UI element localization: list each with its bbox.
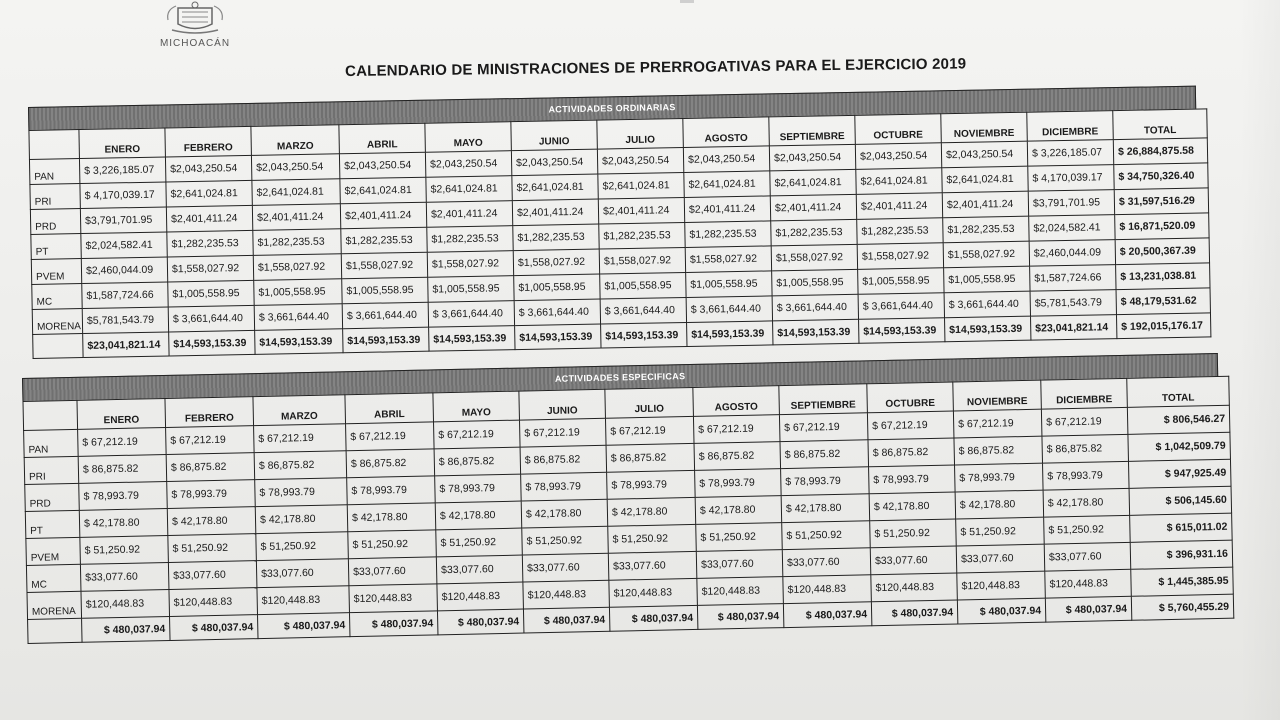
amount-cell: $1,282,235.53 — [427, 226, 513, 253]
amount-cell: $2,043,250.54 — [339, 152, 425, 179]
amount-cell: $ 42,178.80 — [435, 501, 522, 530]
ordinarias-section — [28, 86, 1204, 359]
especificas-section — [22, 353, 1230, 644]
column-header: ENERO — [79, 128, 166, 159]
totals-label — [33, 334, 83, 359]
amount-cell: $33,077.60 — [608, 551, 697, 580]
amount-cell: $1,282,235.53 — [857, 218, 943, 245]
ordinarias-heading: ACTIVIDADES ORDINARIAS — [28, 86, 1196, 130]
amount-cell: $2,401,411.24 — [942, 191, 1028, 218]
row-total: $ 806,546.27 — [1127, 405, 1230, 434]
column-header: TOTAL — [1127, 376, 1230, 407]
amount-cell: $ 67,212.19 — [346, 422, 435, 451]
amount-cell: $ 51,250.92 — [436, 528, 523, 557]
row-total: $ 396,931.16 — [1130, 540, 1233, 569]
amount-cell: $120,448.83 — [437, 582, 524, 611]
party-name: PAN — [24, 429, 79, 457]
month-total: $ 480,037.94 — [82, 616, 170, 642]
amount-cell: $33,077.60 — [1044, 542, 1131, 571]
column-header: MAYO — [433, 391, 520, 422]
amount-cell: $33,077.60 — [870, 546, 957, 575]
column-header: DICIEMBRE — [1041, 378, 1128, 409]
row-total: $ 1,042,509.79 — [1128, 432, 1231, 461]
amount-cell: $1,282,235.53 — [685, 221, 771, 248]
amount-cell: $120,448.83 — [81, 589, 170, 618]
amount-cell: $ 51,250.92 — [870, 519, 957, 548]
column-header: NOVIEMBRE — [953, 380, 1042, 411]
column-header: NOVIEMBRE — [941, 112, 1028, 143]
month-total: $ 480,037.94 — [258, 613, 350, 639]
amount-cell: $ 51,250.92 — [80, 535, 169, 564]
amount-cell: $2,401,411.24 — [426, 201, 512, 228]
column-header: DICIEMBRE — [1027, 111, 1114, 142]
amount-cell: $1,558,027.92 — [685, 246, 771, 273]
amount-cell: $1,587,724.66 — [82, 282, 168, 309]
amount-cell: $1,558,027.92 — [341, 252, 427, 279]
amount-cell: $ 86,875.82 — [254, 451, 347, 480]
amount-cell: $ 86,875.82 — [520, 445, 607, 474]
amount-cell: $2,401,411.24 — [770, 194, 856, 221]
totals-label — [28, 618, 82, 643]
amount-cell: $1,005,558.95 — [600, 272, 686, 299]
amount-cell: $ 42,178.80 — [347, 503, 436, 532]
month-total: $14,593,153.39 — [601, 322, 687, 348]
amount-cell: $33,077.60 — [256, 559, 349, 588]
amount-cell: $2,641,024.81 — [252, 179, 340, 206]
amount-cell: $ 4,170,039.17 — [80, 182, 166, 209]
column-header: SEPTIEMBRE — [779, 384, 868, 415]
month-total: $14,593,153.39 — [945, 316, 1031, 342]
amount-cell: $120,448.83 — [957, 571, 1046, 600]
amount-cell: $ 67,212.19 — [519, 418, 606, 447]
amount-cell: $2,401,411.24 — [340, 202, 426, 229]
amount-cell: $1,558,027.92 — [513, 249, 599, 276]
column-header: FEBRERO — [165, 126, 252, 157]
amount-cell: $2,641,024.81 — [942, 166, 1028, 193]
amount-cell: $1,005,558.95 — [514, 274, 600, 301]
amount-cell: $2,043,250.54 — [597, 147, 683, 174]
month-total: $14,593,153.39 — [255, 329, 343, 355]
amount-cell: $1,005,558.95 — [168, 280, 254, 307]
amount-cell: $2,401,411.24 — [684, 196, 770, 223]
amount-cell: $1,282,235.53 — [341, 227, 427, 254]
amount-cell: $ 51,250.92 — [696, 523, 783, 552]
party-name: PT — [25, 510, 80, 538]
column-header: TOTAL — [1113, 109, 1208, 140]
amount-cell: $33,077.60 — [782, 548, 871, 577]
amount-cell: $ 42,178.80 — [521, 499, 608, 528]
amount-cell: $2,460,044.09 — [1029, 240, 1115, 267]
column-header: ABRIL — [339, 123, 426, 154]
amount-cell: $120,448.83 — [697, 577, 784, 606]
amount-cell: $ 51,250.92 — [608, 524, 697, 553]
amount-cell: $33,077.60 — [80, 562, 169, 591]
amount-cell: $ 78,993.79 — [347, 476, 436, 505]
month-total: $23,041,821.14 — [83, 332, 169, 358]
amount-cell: $2,043,250.54 — [855, 143, 941, 170]
month-total: $ 480,037.94 — [957, 598, 1045, 624]
amount-cell: $ 86,875.82 — [1042, 434, 1129, 463]
amount-cell: $ 78,993.79 — [435, 474, 522, 503]
row-total: $ 26,884,875.58 — [1113, 138, 1207, 165]
party-name: PRD — [25, 483, 80, 511]
coat-of-arms-icon — [162, 0, 228, 36]
column-header: AGOSTO — [683, 117, 770, 148]
row-total: $ 13,231,038.81 — [1116, 263, 1210, 290]
amount-cell: $ 4,170,039.17 — [1028, 165, 1114, 192]
ordinarias-table — [28, 108, 1211, 359]
month-total: $14,593,153.39 — [687, 321, 773, 347]
amount-cell: $ 3,661,644.40 — [944, 291, 1030, 318]
amount-cell: $ 78,993.79 — [781, 467, 870, 496]
month-total: $ 480,037.94 — [609, 605, 697, 631]
amount-cell: $2,401,411.24 — [512, 199, 598, 226]
amount-cell: $ 86,875.82 — [346, 449, 435, 478]
row-total: $ 615,011.02 — [1130, 513, 1233, 542]
amount-cell: $1,587,724.66 — [1030, 265, 1116, 292]
amount-cell: $ 86,875.82 — [868, 438, 955, 467]
column-header: MARZO — [253, 395, 346, 426]
amount-cell: $ 51,250.92 — [782, 521, 871, 550]
column-header: AGOSTO — [693, 386, 780, 417]
column-header: ENERO — [77, 399, 166, 430]
amount-cell: $ 78,993.79 — [79, 481, 168, 510]
party-name: PT — [31, 234, 81, 260]
amount-cell: $5,781,543.79 — [82, 307, 168, 334]
amount-cell: $ 3,661,644.40 — [168, 305, 254, 332]
amount-cell: $ 78,993.79 — [255, 478, 348, 507]
amount-cell: $ 3,661,644.40 — [254, 304, 342, 331]
amount-cell: $ 67,212.19 — [605, 416, 694, 445]
column-header: OCTUBRE — [867, 382, 954, 413]
amount-cell: $1,282,235.53 — [599, 222, 685, 249]
column-header: SEPTIEMBRE — [769, 115, 856, 146]
amount-cell: $ 42,178.80 — [79, 508, 168, 537]
amount-cell: $1,558,027.92 — [943, 241, 1029, 268]
amount-cell: $3,791,701.95 — [1028, 190, 1114, 217]
month-total: $14,593,153.39 — [773, 319, 859, 345]
amount-cell: $2,641,024.81 — [770, 169, 856, 196]
amount-cell: $ 86,875.82 — [78, 454, 167, 483]
amount-cell: $2,024,582.41 — [81, 232, 167, 259]
row-total: $ 506,145.60 — [1129, 486, 1232, 515]
amount-cell: $1,558,027.92 — [167, 255, 253, 282]
amount-cell: $1,558,027.92 — [599, 247, 685, 274]
amount-cell: $120,448.83 — [349, 584, 438, 613]
amount-cell: $ 3,661,644.40 — [772, 294, 858, 321]
amount-cell: $1,005,558.95 — [944, 266, 1030, 293]
month-total: $14,593,153.39 — [859, 318, 945, 344]
party-name: PVEM — [31, 259, 81, 285]
especificas-heading: ACTIVIDADES ESPECIFICAS — [22, 353, 1218, 401]
month-total: $14,593,153.39 — [169, 330, 255, 356]
header-corner — [29, 130, 80, 160]
state-seal — [150, 0, 240, 58]
month-total: $ 480,037.94 — [1045, 596, 1131, 622]
amount-cell: $2,401,411.24 — [252, 204, 340, 231]
amount-cell: $ 42,178.80 — [255, 505, 348, 534]
amount-cell: $ 42,178.80 — [869, 492, 956, 521]
amount-cell: $1,282,235.53 — [513, 224, 599, 251]
amount-cell: $ 3,661,644.40 — [514, 299, 600, 326]
amount-cell: $ 51,250.92 — [956, 517, 1045, 546]
amount-cell: $ 78,993.79 — [521, 472, 608, 501]
amount-cell: $2,043,250.54 — [769, 144, 855, 171]
amount-cell: $ 3,661,644.40 — [858, 293, 944, 320]
page-shadow — [1240, 0, 1280, 720]
party-name: PRD — [30, 209, 80, 235]
amount-cell: $33,077.60 — [956, 544, 1045, 573]
amount-cell: $ 78,993.79 — [695, 469, 782, 498]
column-header: MARZO — [251, 125, 340, 156]
amount-cell: $ 86,875.82 — [694, 442, 781, 471]
column-header: FEBRERO — [165, 397, 254, 428]
amount-cell: $ 86,875.82 — [166, 453, 255, 482]
amount-cell: $ 86,875.82 — [954, 436, 1043, 465]
amount-cell: $120,448.83 — [523, 580, 610, 609]
amount-cell: $2,043,250.54 — [941, 141, 1027, 168]
amount-cell: $120,448.83 — [169, 588, 258, 617]
amount-cell: $120,448.83 — [1045, 569, 1132, 598]
month-total: $ 480,037.94 — [697, 604, 783, 630]
party-name: PAN — [29, 159, 79, 185]
row-total: $ 20,500,367.39 — [1115, 238, 1209, 265]
amount-cell: $ 3,226,185.07 — [1027, 140, 1113, 167]
amount-cell: $2,460,044.09 — [81, 257, 167, 284]
amount-cell: $33,077.60 — [696, 550, 783, 579]
month-total: $14,593,153.39 — [429, 326, 515, 352]
amount-cell: $ 67,212.19 — [953, 409, 1042, 438]
month-total: $ 480,037.94 — [349, 611, 437, 637]
column-header: JUNIO — [519, 389, 606, 420]
amount-cell: $ 42,178.80 — [607, 497, 696, 526]
month-total: $ 5,760,455.29 — [1131, 594, 1233, 620]
party-name: MC — [32, 284, 82, 310]
amount-cell: $1,005,558.95 — [686, 271, 772, 298]
amount-cell: $ 3,226,185.07 — [79, 157, 165, 184]
amount-cell: $5,781,543.79 — [1030, 290, 1116, 317]
amount-cell: $2,043,250.54 — [683, 146, 769, 173]
amount-cell: $ 78,993.79 — [167, 480, 256, 509]
month-total: $14,593,153.39 — [343, 327, 429, 353]
amount-cell: $ 3,661,644.40 — [342, 302, 428, 329]
amount-cell: $ 42,178.80 — [781, 494, 870, 523]
amount-cell: $ 86,875.82 — [434, 447, 521, 476]
amount-cell: $33,077.60 — [436, 555, 523, 584]
row-total: $ 947,925.49 — [1128, 459, 1231, 488]
amount-cell: $ 67,212.19 — [166, 426, 255, 455]
amount-cell: $2,043,250.54 — [165, 155, 251, 182]
amount-cell: $1,558,027.92 — [427, 251, 513, 278]
amount-cell: $2,024,582.41 — [1029, 215, 1115, 242]
month-total: $ 480,037.94 — [523, 607, 609, 633]
amount-cell: $1,005,558.95 — [772, 269, 858, 296]
column-header: OCTUBRE — [855, 114, 942, 145]
header-corner — [23, 400, 78, 430]
row-total: $ 16,871,520.09 — [1115, 213, 1209, 240]
seal-label: MICHOACÁN — [159, 38, 231, 49]
amount-cell: $ 42,178.80 — [167, 507, 256, 536]
amount-cell: $120,448.83 — [257, 586, 350, 615]
amount-cell: $ 67,212.19 — [779, 413, 868, 442]
amount-cell: $120,448.83 — [783, 575, 872, 604]
amount-cell: $ 42,178.80 — [1043, 488, 1130, 517]
row-total: $ 31,597,516.29 — [1114, 188, 1208, 215]
amount-cell: $ 3,661,644.40 — [600, 297, 686, 324]
amount-cell: $ 78,993.79 — [1043, 461, 1130, 490]
amount-cell: $1,005,558.95 — [428, 276, 514, 303]
amount-cell: $2,401,411.24 — [856, 193, 942, 220]
party-name: PRI — [24, 456, 79, 484]
amount-cell: $1,558,027.92 — [253, 254, 341, 281]
month-total: $ 480,037.94 — [437, 609, 523, 635]
month-total: $ 192,015,176.17 — [1116, 313, 1210, 339]
amount-cell: $2,401,411.24 — [166, 205, 252, 232]
month-total: $14,593,153.39 — [515, 324, 601, 350]
amount-cell: $1,282,235.53 — [253, 229, 341, 256]
amount-cell: $1,558,027.92 — [857, 243, 943, 270]
party-name: MC — [26, 564, 81, 592]
amount-cell: $2,641,024.81 — [512, 174, 598, 201]
month-total: $ 480,037.94 — [871, 600, 957, 626]
amount-cell: $ 67,212.19 — [254, 424, 347, 453]
amount-cell: $2,401,411.24 — [598, 197, 684, 224]
amount-cell: $2,641,024.81 — [426, 176, 512, 203]
amount-cell: $2,641,024.81 — [684, 171, 770, 198]
amount-cell: $2,043,250.54 — [511, 149, 597, 176]
amount-cell: $ 3,661,644.40 — [686, 296, 772, 323]
amount-cell: $1,282,235.53 — [167, 230, 253, 257]
column-header: JULIO — [597, 119, 684, 150]
month-total: $ 480,037.94 — [170, 615, 258, 641]
column-header: JULIO — [605, 387, 694, 418]
party-name: PVEM — [26, 537, 81, 565]
month-total: $23,041,821.14 — [1031, 315, 1117, 341]
amount-cell: $2,043,250.54 — [425, 151, 511, 178]
amount-cell: $1,558,027.92 — [771, 244, 857, 271]
amount-cell: $3,791,701.95 — [80, 207, 166, 234]
especificas-table — [22, 376, 1234, 644]
party-name: MORENA — [27, 591, 82, 619]
amount-cell: $ 42,178.80 — [955, 490, 1044, 519]
amount-cell: $ 86,875.82 — [780, 440, 869, 469]
amount-cell: $ 67,212.19 — [78, 428, 167, 457]
amount-cell: $1,005,558.95 — [858, 268, 944, 295]
document-title: CALENDARIO DE MINISTRACIONES DE PRERROGATIVAS PARA EL EJERCICIO 2019 — [345, 55, 967, 80]
amount-cell: $1,005,558.95 — [254, 279, 342, 306]
party-name: MORENA — [32, 309, 82, 335]
amount-cell: $120,448.83 — [871, 573, 958, 602]
amount-cell: $ 3,661,644.40 — [428, 301, 514, 328]
month-total: $ 480,037.94 — [783, 602, 871, 628]
column-header: MAYO — [425, 122, 512, 153]
amount-cell: $ 67,212.19 — [1041, 407, 1128, 436]
amount-cell: $2,641,024.81 — [340, 177, 426, 204]
amount-cell: $1,282,235.53 — [771, 219, 857, 246]
amount-cell: $1,005,558.95 — [342, 277, 428, 304]
amount-cell: $2,641,024.81 — [856, 168, 942, 195]
amount-cell: $ 78,993.79 — [869, 465, 956, 494]
amount-cell: $ 51,250.92 — [522, 526, 609, 555]
party-name: PRI — [30, 184, 80, 210]
amount-cell: $2,641,024.81 — [598, 172, 684, 199]
column-header: ABRIL — [345, 393, 434, 424]
amount-cell: $ 51,250.92 — [1044, 515, 1131, 544]
amount-cell: $120,448.83 — [609, 578, 698, 607]
row-total: $ 1,445,385.95 — [1131, 567, 1234, 596]
scan-mark — [680, 0, 694, 3]
amount-cell: $1,282,235.53 — [943, 216, 1029, 243]
amount-cell: $ 67,212.19 — [867, 411, 954, 440]
amount-cell: $33,077.60 — [348, 557, 437, 586]
row-total: $ 48,179,531.62 — [1116, 288, 1210, 315]
amount-cell: $ 78,993.79 — [607, 470, 696, 499]
amount-cell: $33,077.60 — [168, 561, 257, 590]
amount-cell: $33,077.60 — [522, 553, 609, 582]
column-header: JUNIO — [511, 120, 598, 151]
amount-cell: $2,043,250.54 — [251, 154, 339, 181]
amount-cell: $2,641,024.81 — [166, 180, 252, 207]
row-total: $ 34,750,326.40 — [1114, 163, 1208, 190]
amount-cell: $ 78,993.79 — [955, 463, 1044, 492]
amount-cell: $ 67,212.19 — [434, 420, 521, 449]
amount-cell: $ 42,178.80 — [695, 496, 782, 525]
amount-cell: $ 86,875.82 — [606, 443, 695, 472]
amount-cell: $ 67,212.19 — [693, 415, 780, 444]
amount-cell: $ 51,250.92 — [256, 532, 349, 561]
amount-cell: $ 51,250.92 — [348, 530, 437, 559]
amount-cell: $ 51,250.92 — [168, 534, 257, 563]
